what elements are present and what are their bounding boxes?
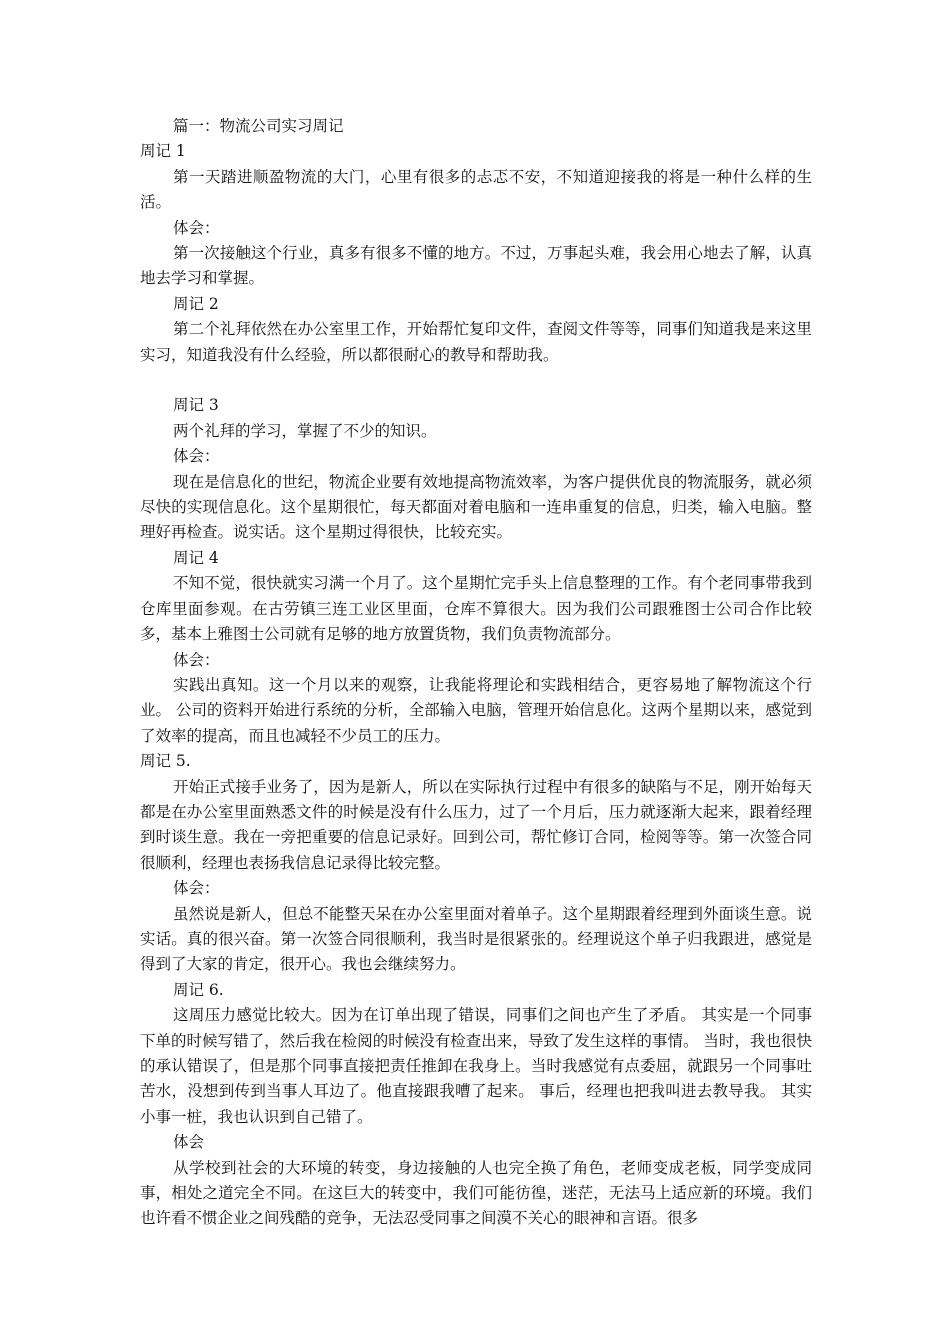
paragraph: 两个礼拜的学习，掌握了不少的知识。 bbox=[173, 421, 437, 440]
reflection-label: 体会： bbox=[173, 218, 220, 237]
reflection-label: 体会： bbox=[173, 650, 220, 669]
reflection-label: 体会： bbox=[173, 879, 220, 898]
paragraph: 虽然说是新人，但总不能整天呆在办公室里面对着单子。这个星期跟着经理到外面谈生意。说实话。真的很兴奋。第一次签合同很顺利，我当时是很紧张的。经理说这个单子归我跟进，感觉是得到了大家的肯定，很开心。我也会继续努力。 bbox=[140, 904, 812, 974]
reflection-label: 体会： bbox=[173, 447, 220, 466]
document-body bbox=[140, 114, 812, 1232]
section-heading-week-2: 周记 2 bbox=[173, 294, 219, 313]
paragraph: 现在是信息化的世纪，物流企业要有效地提高物流效率，为客户提供优良的物流服务，就必须尽快的实现信息化。这个星期很忙，每天都面对着电脑和一连串重复的信息，归类，输入电脑。整理好再检查。说实话。这个星期过得很快，比较充实。 bbox=[140, 472, 812, 542]
paragraph: 第一次接触这个行业，真多有很多不懂的地方。不过，万事起头难，我会用心地去了解，认真地去学习和掌握。 bbox=[140, 244, 812, 288]
section-heading-week-3: 周记 3 bbox=[173, 396, 219, 415]
paragraph: 开始正式接手业务了，因为是新人，所以在实际执行过程中有很多的缺陷与不足，刚开始每天都是在办公室里面熟悉文件的时候是没有什么压力，过了一个月后，压力就逐渐大起来，跟着经理到时谈生意。我在一旁把重要的信息记录好。回到公司，帮忙修订合同，检阅等等。第一次签合同很顺利，经理也表扬我信息记录得比较完整。 bbox=[140, 777, 812, 872]
paragraph: 第二个礼拜依然在办公室里工作，开始帮忙复印文件，查阅文件等等，同事们知道我是来这里实习，知道我没有什么经验，所以都很耐心的教导和帮助我。 bbox=[140, 320, 812, 364]
section-heading-week-5: 周记 5. bbox=[140, 752, 191, 771]
paragraph: 实践出真知。这一个月以来的观察，让我能将理论和实践相结合，更容易地了解物流这个行业。 公司的资料开始进行系统的分析，全部输入电脑，管理开始信息化。这两个星期以来，感觉到了效率的提高，而且也减轻不少员工的压力。 bbox=[140, 675, 812, 745]
section-heading-week-4: 周记 4 bbox=[173, 548, 219, 567]
blank-line bbox=[140, 368, 812, 393]
paragraph: 从学校到社会的大环境的转变，身边接触的人也完全换了角色，老师变成老板，同学变成同事，相处之道完全不同。在这巨大的转变中，我们可能彷徨，迷茫，无法马上适应新的环境。我们也许看不惯企业之间残酷的竞争，无法忍受同事之间漠不关心的眼神和言语。很多 bbox=[140, 1158, 812, 1228]
section-heading-week-6: 周记 6. bbox=[173, 980, 224, 999]
paragraph: 不知不觉，很快就实习满一个月了。这个星期忙完手头上信息整理的工作。有个老同事带我到仓库里面参观。在古劳镇三连工业区里面，仓库不算很大。因为我们公司跟雅图士公司合作比较多，基本上雅图士公司就有足够的地方放置货物，我们负责物流部分。 bbox=[140, 574, 812, 644]
reflection-label: 体会 bbox=[173, 1133, 205, 1152]
paragraph: 第一天踏进顺盈物流的大门，心里有很多的忐忑不安，不知道迎接我的将是一种什么样的生活。 bbox=[140, 167, 812, 212]
section-heading-week-1: 周记 1 bbox=[140, 142, 186, 161]
document-title: 篇一：物流公司实习周记 bbox=[173, 117, 344, 135]
paragraph: 这周压力感觉比较大。因为在订单出现了错误，同事们之间也产生了矛盾。 其实是一个同事下单的时候写错了，然后我在检阅的时候没有检查出来，导致了发生这样的事情。 当时，我也很快的承认错误了，但是那个同事直接把责任推卸在我身上。当时我感觉有点委屈，就跟另一个同事吐苦水，没想到传到当事人耳边了。他直接跟我嘈了起来。 事后，经理也把我叫进去教导我。 其实小事一桩，我也认识到自己错了。 bbox=[140, 1006, 812, 1126]
